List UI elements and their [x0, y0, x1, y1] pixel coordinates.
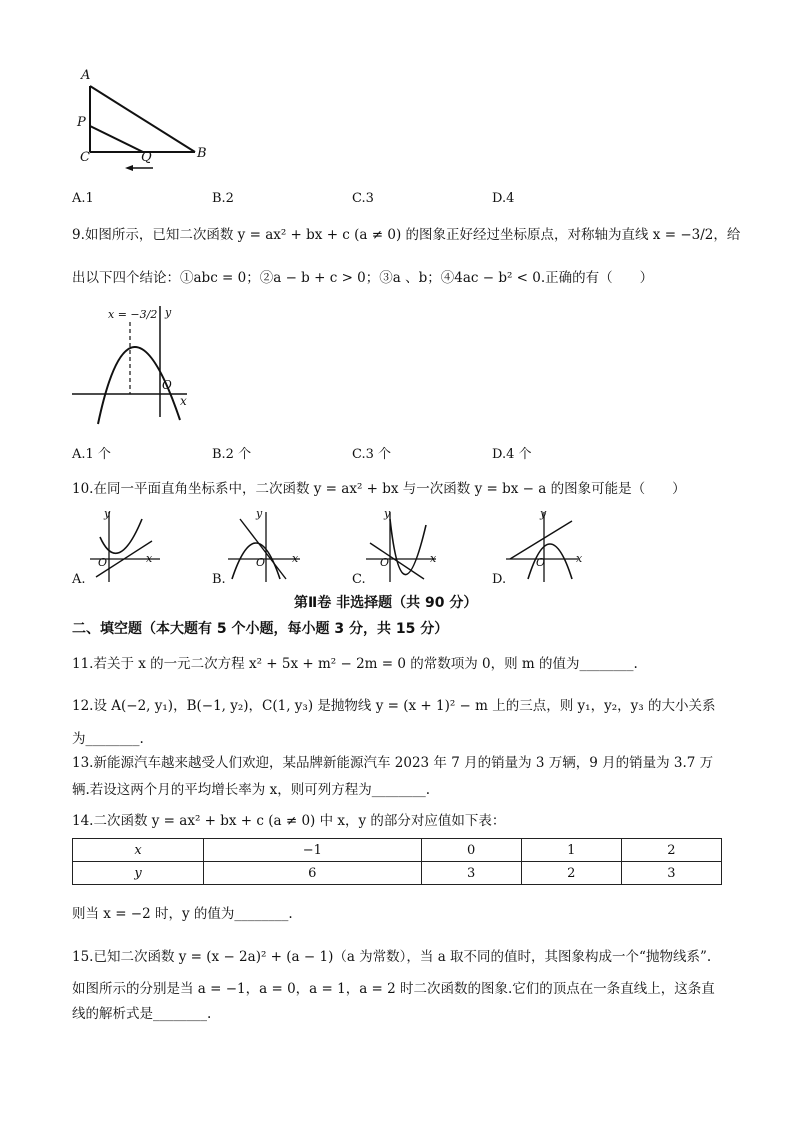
- q15-line3: 线的解析式是________.: [72, 1006, 212, 1022]
- q10-option-b: B.: [212, 572, 226, 587]
- q10-graph-b: [228, 507, 308, 587]
- table-cell: 2: [621, 839, 721, 862]
- table-cell: 3: [621, 862, 721, 885]
- q10-option-c: C.: [352, 572, 366, 587]
- q9-option-c: C.3 个: [352, 447, 392, 462]
- q9-option-a: A.1 个: [72, 447, 111, 462]
- q9-option-b: B.2 个: [212, 447, 252, 462]
- q8-option-d: D.4: [492, 191, 515, 206]
- q10-d-o: O: [536, 556, 546, 569]
- q10-c-y: y: [384, 507, 391, 520]
- table-row: [73, 839, 722, 862]
- table-cell: y: [73, 862, 204, 885]
- q15-line2: 如图所示的分别是当 a = −1，a = 0，a = 1，a = 2 时二次函数的图象.它们的顶点在一条直线上，这条直: [72, 981, 715, 997]
- label-B: B: [197, 146, 207, 161]
- q9-option-d: D.4 个: [492, 447, 532, 462]
- q10-a-y: y: [104, 507, 111, 520]
- label-A: A: [81, 68, 91, 83]
- value-table: [72, 838, 722, 885]
- q12-line1: 12.设 A(−2, y₁)，B(−1, y₂)，C(1, y₃) 是抛物线 y = (x + 1)² − m 上的三点，则 y₁，y₂，y₃ 的大小关系: [72, 698, 716, 714]
- q10-option-d: D.: [492, 572, 507, 587]
- q11-text: 11.若关于 x 的一元二次方程 x² + 5x + m² − 2m = 0 的常数项为 0，则 m 的值为________.: [72, 656, 638, 672]
- table-cell: x: [73, 839, 204, 862]
- q10-a-o: O: [98, 556, 108, 569]
- q10-d-x: x: [576, 552, 583, 565]
- q10-c-o: O: [380, 556, 390, 569]
- table-cell: 0: [421, 839, 521, 862]
- q8-option-b: B.2: [212, 191, 234, 206]
- q12-line2: 为________.: [72, 731, 144, 747]
- x-axis-label: x: [180, 394, 187, 408]
- axis-of-symmetry-label: x = −3/2: [108, 308, 158, 321]
- q10-b-x: x: [292, 552, 299, 565]
- q10-option-a: A.: [72, 572, 86, 587]
- table-cell: −1: [204, 839, 422, 862]
- q14-intro: 14.二次函数 y = ax² + bx + c (a ≠ 0) 中 x，y 的部分对应值如下表：: [72, 813, 506, 829]
- section2-title: 二、填空题（本大题有 5 个小题，每小题 3 分，共 15 分）: [72, 621, 449, 637]
- q10-a-x: x: [146, 552, 153, 565]
- q13-line1: 13.新能源汽车越来越受人们欢迎，某品牌新能源汽车 2023 年 7 月的销量为 3 万辆，9 月的销量为 3.7 万: [72, 755, 714, 771]
- q13-line2: 辆.若设这两个月的平均增长率为 x，则可列方程为________.: [72, 782, 430, 798]
- q10-graph-a: [90, 507, 170, 587]
- table-cell: 2: [521, 862, 621, 885]
- parabola-figure: [72, 302, 202, 432]
- part2-title: 第Ⅱ卷 非选择题（共 90 分）: [294, 595, 478, 611]
- origin-label: O: [162, 378, 172, 392]
- label-C: C: [80, 150, 90, 165]
- label-P: P: [77, 115, 86, 130]
- q8-option-a: A.1: [72, 191, 94, 206]
- table-cell: 6: [204, 862, 422, 885]
- table-cell: 1: [521, 839, 621, 862]
- q14-after: 则当 x = −2 时，y 的值为________.: [72, 906, 293, 922]
- table-row: [73, 862, 722, 885]
- y-axis-label: y: [165, 306, 172, 319]
- table-cell: 3: [421, 862, 521, 885]
- q9-line2: 出以下四个结论：①abc = 0；②a − b + c > 0；③a 、b；④4ac − b² < 0.正确的有（ ）: [72, 270, 654, 286]
- label-Q: Q: [141, 150, 152, 165]
- q15-line1: 15.已知二次函数 y = (x − 2a)² + (a − 1)（a 为常数），当 a 取不同的值时，其图象构成一个“抛物线系”.: [72, 949, 712, 965]
- q10-graph-c: [366, 507, 446, 587]
- q10-c-x: x: [430, 552, 437, 565]
- q10-b-y: y: [256, 507, 263, 520]
- q8-option-c: C.3: [352, 191, 374, 206]
- q10-d-y: y: [540, 507, 547, 520]
- q9-line1: 9.如图所示，已知二次函数 y = ax² + bx + c (a ≠ 0) 的图象正好经过坐标原点，对称轴为直线 x = −3/2，给: [72, 227, 741, 243]
- q10-b-o: O: [256, 556, 266, 569]
- q10-text: 10.在同一平面直角坐标系中，二次函数 y = ax² + bx 与一次函数 y = bx − a 的图象可能是（ ）: [72, 481, 686, 497]
